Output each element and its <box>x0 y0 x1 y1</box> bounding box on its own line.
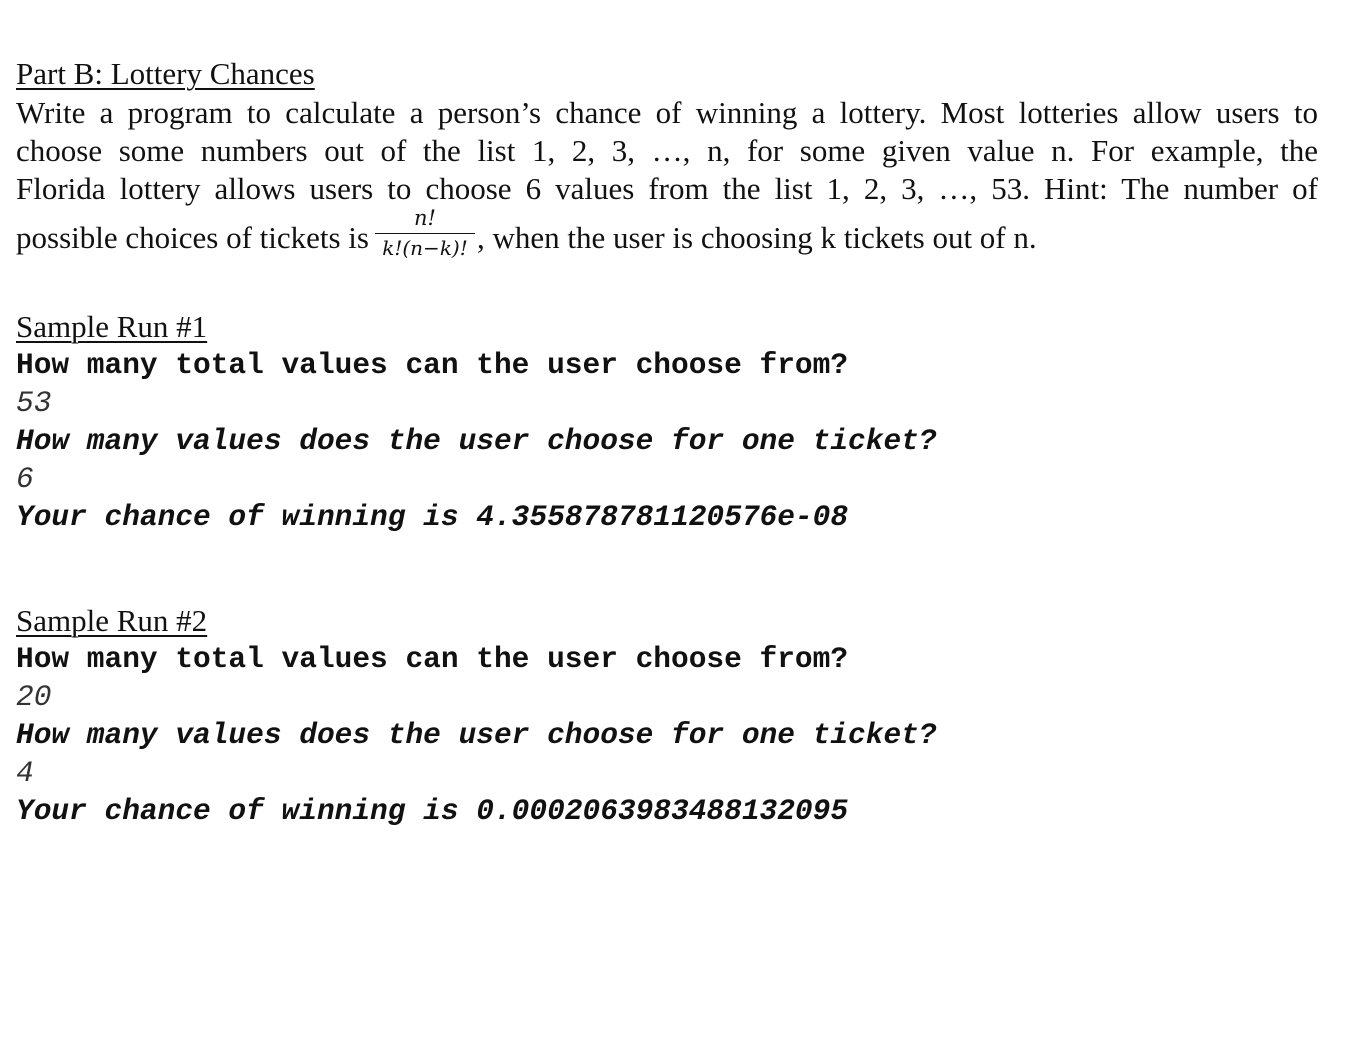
sample-run-2-heading: Sample Run #2 <box>16 603 208 638</box>
sample-run-1-prompt-total: How many total values can the user choose from? <box>16 348 849 382</box>
combination-formula <box>375 206 475 264</box>
description-line-4-start: possible choices of tickets is <box>16 220 369 255</box>
sample-run-1-input-total: 53 <box>16 386 52 420</box>
sample-run-1-input-ticket: 6 <box>16 462 34 496</box>
description-line-1: Write a program to calculate a person’s chance of winning a lottery. Most lotteries allow users to <box>16 95 1318 130</box>
sample-run-2-prompt-total: How many total values can the user choose from? <box>16 642 849 676</box>
sample-run-2-prompt-ticket: How many values does the user choose for one ticket? <box>16 718 937 752</box>
fraction-bar <box>375 233 475 234</box>
formula-numerator: n! <box>414 205 436 230</box>
description-line-3: Florida lottery allows users to choose 6 values from the list 1, 2, 3, …, 53. Hint: The number of <box>16 171 1318 206</box>
sample-run-2-input-total: 20 <box>16 680 52 714</box>
sample-run-2-input-ticket: 4 <box>16 756 34 790</box>
sample-run-2-result: Your chance of winning is 0.0002063983488132095 <box>16 794 849 828</box>
description-line-2: choose some numbers out of the list 1, 2, 3, …, n, for some given value n. For example, the <box>16 133 1318 168</box>
description-line-4-end: , when the user is choosing k tickets out of n. <box>477 220 1037 255</box>
part-b-heading: Part B: Lottery Chances <box>16 56 315 91</box>
formula-denominator: k!(n−k)! <box>382 235 468 260</box>
sample-run-1-heading: Sample Run #1 <box>16 309 208 344</box>
sample-run-1-result: Your chance of winning is 4.355878781120576e-08 <box>16 500 849 534</box>
description-line-4 <box>16 205 1318 268</box>
sample-run-1-prompt-ticket: How many values does the user choose for one ticket? <box>16 424 937 458</box>
